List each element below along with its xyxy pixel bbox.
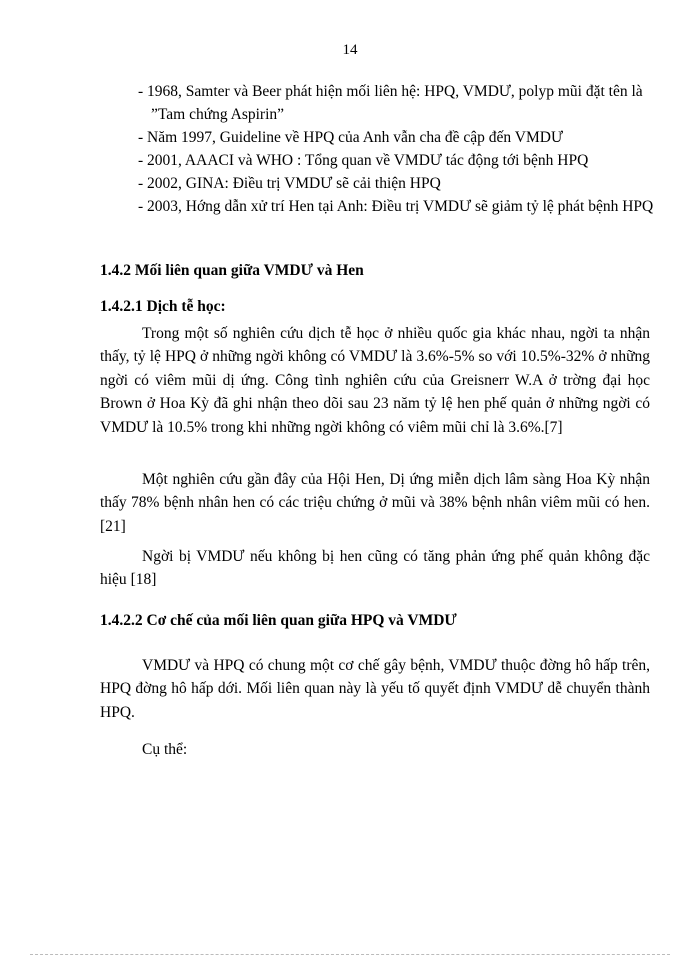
citation: [7] [544,418,563,436]
bullet-item: - 1968, Samter và Beer phát hiện mối liên hệ: HPQ, VMDƯ, polyp mũi đặt tên là ”Tam chứng Aspirin” [138,83,643,123]
bullet-item: - 2002, GINA: Điều trị VMDƯ sẽ cải thiện HPQ [138,175,441,192]
section-heading-1-4-2-2: 1.4.2.2 Cơ chế của mối liên quan giữa HPQ và VMDƯ [100,612,457,629]
bullet-item: - 2003, Hớng dẫn xử trí Hen tại Anh: Điều trị VMDƯ sẽ giảm tỷ lệ phát bệnh HPQ [138,198,654,215]
paragraph-specifics: Cụ thể: [142,741,188,758]
citation: [21] [100,517,126,535]
paragraph-bronchial-response [100,545,650,592]
page-number: 14 [342,42,358,58]
paragraph-mechanism: VMDƯ và HPQ có chung một cơ chế gây bệnh, VMDƯ thuộc đờng hô hấp trên, HPQ đờng hô hấp dới. Mối liên quan này là yếu tố quyết định VMDƯ dễ chuyển thành HPQ. [100,657,650,721]
page-bottom-divider [30,954,670,955]
citation: [18] [130,571,157,589]
bullet-item: - 2001, AAACI và WHO : Tổng quan về VMDƯ tác động tới bệnh HPQ [138,152,589,169]
bullet-item: - Năm 1997, Guideline về HPQ của Anh vẫn cha đề cập đến VMDƯ [138,129,563,146]
section-heading-1-4-2-1: 1.4.2.1 Dịch tễ học: [100,298,226,315]
paragraph-epidemiology [100,322,650,439]
paragraph-recent-study [100,468,650,538]
paragraph-text: Ngời bị VMDƯ nếu không bị hen cũng có tăng phản ứng phế quản không đặc hiệu [100,548,650,589]
section-heading-1-4-2: 1.4.2 Mối liên quan giữa VMDƯ và Hen [100,262,364,279]
paragraph-text: Một nghiên cứu gần đây của Hội Hen, Dị ứng miễn dịch lâm sàng Hoa Kỳ nhận thấy 78% bệnh nhân hen có các triệu chứng ở mũi và 38% bệnh nhân viêm mũi có hen. [100,471,650,512]
paragraph-text: Trong một số nghiên cứu dịch tễ học ở nhiều quốc gia khác nhau, ngời ta nhận thấy, tỷ lệ HPQ ở những ngời không có VMDƯ là 3.6%-5% so với 10.5%-32% ở những ngời có viêm mũi dị ứng. Công tình nghiên cứu của Greisnerr W.A ở trờng đại học Brown ở Hoa Kỳ đã ghi nhận theo dõi sau 23 năm tỷ lệ hen phế quản ở những ngời có VMDƯ là 10.5% trong khi những ngời không có viêm mũi chỉ là 3.6%. [100,325,650,436]
history-bullet-list [138,80,658,218]
